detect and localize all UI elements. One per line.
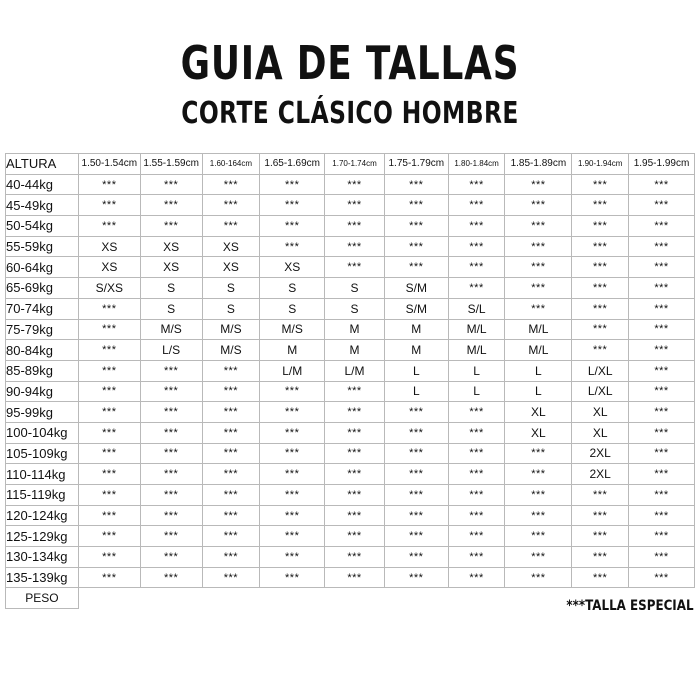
- size-cell: XL: [505, 402, 572, 423]
- table-row: [6, 381, 695, 402]
- size-cell: L: [384, 381, 448, 402]
- size-cell: ***: [202, 422, 260, 443]
- weight-label: 90-94kg: [6, 381, 79, 402]
- size-cell: ***: [140, 567, 202, 588]
- size-cell: ***: [572, 505, 629, 526]
- size-cell: ***: [572, 195, 629, 216]
- size-cell: L/XL: [572, 360, 629, 381]
- table-row: [6, 340, 695, 361]
- size-cell: ***: [78, 505, 140, 526]
- size-cell: ***: [505, 298, 572, 319]
- weight-label: 85-89kg: [6, 360, 79, 381]
- weight-label: 105-109kg: [6, 443, 79, 464]
- size-cell: ***: [140, 422, 202, 443]
- size-cell: ***: [140, 505, 202, 526]
- size-cell: ***: [384, 216, 448, 237]
- height-header: 1.75-1.79cm: [384, 154, 448, 175]
- size-cell: ***: [448, 485, 505, 506]
- size-cell: ***: [505, 485, 572, 506]
- size-cell: ***: [629, 216, 695, 237]
- size-cell: ***: [260, 195, 325, 216]
- size-cell: ***: [202, 360, 260, 381]
- size-cell: ***: [629, 547, 695, 568]
- size-cell: ***: [325, 464, 385, 485]
- size-cell: ***: [448, 195, 505, 216]
- size-cell: ***: [448, 464, 505, 485]
- height-header: 1.50-1.54cm: [78, 154, 140, 175]
- size-cell: M/L: [448, 340, 505, 361]
- size-cell: M/S: [260, 319, 325, 340]
- size-cell: ***: [505, 505, 572, 526]
- size-cell: ***: [448, 567, 505, 588]
- size-cell: ***: [78, 340, 140, 361]
- table-row: [6, 257, 695, 278]
- table-row: [6, 402, 695, 423]
- size-cell: ***: [140, 195, 202, 216]
- size-cell: ***: [572, 340, 629, 361]
- size-cell: ***: [505, 526, 572, 547]
- size-cell: XS: [260, 257, 325, 278]
- empty-cell: [78, 588, 140, 609]
- size-cell: ***: [260, 567, 325, 588]
- weight-label: 135-139kg: [6, 567, 79, 588]
- special-size-note: ***TALLA ESPECIAL: [566, 598, 694, 614]
- size-cell: ***: [505, 216, 572, 237]
- size-cell: ***: [448, 443, 505, 464]
- size-cell: ***: [78, 402, 140, 423]
- size-cell: S/M: [384, 278, 448, 299]
- page-subtitle: CORTE CLÁSICO HOMBRE: [181, 96, 519, 131]
- weight-axis-label: PESO: [6, 588, 79, 609]
- weight-label: 45-49kg: [6, 195, 79, 216]
- size-cell: ***: [202, 464, 260, 485]
- size-cell: XS: [202, 257, 260, 278]
- height-header: 1.85-1.89cm: [505, 154, 572, 175]
- empty-cell: [140, 588, 202, 609]
- size-cell: XS: [140, 236, 202, 257]
- table-row: [6, 298, 695, 319]
- table-row: [6, 464, 695, 485]
- size-cell: ***: [629, 298, 695, 319]
- size-cell: ***: [260, 174, 325, 195]
- size-cell: ***: [572, 319, 629, 340]
- size-cell: M/L: [448, 319, 505, 340]
- table-body: [6, 174, 695, 608]
- size-cell: ***: [78, 526, 140, 547]
- size-cell: ***: [260, 381, 325, 402]
- size-cell: ***: [629, 319, 695, 340]
- size-cell: M/L: [505, 319, 572, 340]
- weight-label: 130-134kg: [6, 547, 79, 568]
- size-cell: XS: [78, 236, 140, 257]
- empty-cell: [448, 588, 505, 609]
- size-cell: ***: [325, 195, 385, 216]
- weight-label: 40-44kg: [6, 174, 79, 195]
- size-cell: ***: [572, 216, 629, 237]
- size-cell: XL: [505, 422, 572, 443]
- weight-label: 50-54kg: [6, 216, 79, 237]
- size-cell: ***: [572, 236, 629, 257]
- size-cell: ***: [325, 443, 385, 464]
- size-cell: S/XS: [78, 278, 140, 299]
- size-cell: ***: [572, 174, 629, 195]
- size-cell: ***: [505, 443, 572, 464]
- size-cell: S: [140, 278, 202, 299]
- size-cell: ***: [140, 174, 202, 195]
- size-cell: ***: [202, 195, 260, 216]
- size-cell: S/M: [384, 298, 448, 319]
- size-cell: ***: [78, 174, 140, 195]
- size-cell: ***: [260, 216, 325, 237]
- size-cell: ***: [572, 526, 629, 547]
- size-cell: ***: [78, 360, 140, 381]
- size-cell: ***: [505, 174, 572, 195]
- size-cell: ***: [78, 381, 140, 402]
- height-axis-label: ALTURA: [6, 154, 79, 175]
- size-cell: ***: [202, 402, 260, 423]
- size-cell: ***: [140, 402, 202, 423]
- height-header: 1.60-164cm: [202, 154, 260, 175]
- size-cell: L: [384, 360, 448, 381]
- size-cell: ***: [448, 278, 505, 299]
- empty-cell: [260, 588, 325, 609]
- weight-label: 60-64kg: [6, 257, 79, 278]
- size-cell: ***: [78, 319, 140, 340]
- size-cell: ***: [202, 505, 260, 526]
- size-cell: ***: [572, 485, 629, 506]
- size-cell: ***: [384, 567, 448, 588]
- size-cell: ***: [505, 236, 572, 257]
- size-cell: ***: [629, 278, 695, 299]
- table-row: [6, 422, 695, 443]
- size-cell: ***: [448, 236, 505, 257]
- weight-label: 115-119kg: [6, 485, 79, 506]
- size-cell: L: [448, 381, 505, 402]
- table-row: [6, 547, 695, 568]
- table-row: [6, 278, 695, 299]
- size-cell: ***: [325, 402, 385, 423]
- size-cell: ***: [572, 567, 629, 588]
- size-cell: L/XL: [572, 381, 629, 402]
- header-row: [6, 154, 695, 175]
- size-cell: ***: [260, 505, 325, 526]
- size-cell: ***: [325, 257, 385, 278]
- size-cell: ***: [384, 485, 448, 506]
- empty-cell: [505, 588, 572, 609]
- size-cell: ***: [78, 298, 140, 319]
- size-cell: ***: [572, 257, 629, 278]
- empty-cell: [202, 588, 260, 609]
- size-cell: ***: [78, 567, 140, 588]
- size-cell: ***: [384, 505, 448, 526]
- size-cell: S: [260, 298, 325, 319]
- size-cell: ***: [202, 547, 260, 568]
- size-cell: L/M: [325, 360, 385, 381]
- size-cell: S: [140, 298, 202, 319]
- size-cell: ***: [325, 485, 385, 506]
- size-cell: ***: [78, 195, 140, 216]
- size-cell: ***: [384, 257, 448, 278]
- table-row: [6, 526, 695, 547]
- size-cell: L: [448, 360, 505, 381]
- size-cell: ***: [448, 422, 505, 443]
- size-cell: ***: [202, 443, 260, 464]
- size-cell: ***: [260, 464, 325, 485]
- size-cell: ***: [260, 236, 325, 257]
- size-cell: ***: [140, 381, 202, 402]
- size-cell: ***: [505, 547, 572, 568]
- size-cell: ***: [325, 216, 385, 237]
- size-cell: ***: [140, 526, 202, 547]
- size-cell: M/S: [202, 319, 260, 340]
- size-cell: M: [260, 340, 325, 361]
- size-cell: ***: [629, 526, 695, 547]
- size-cell: ***: [629, 360, 695, 381]
- size-cell: ***: [629, 257, 695, 278]
- size-cell: ***: [572, 547, 629, 568]
- size-cell: M/L: [505, 340, 572, 361]
- size-cell: ***: [384, 195, 448, 216]
- size-cell: ***: [325, 236, 385, 257]
- size-cell: ***: [325, 174, 385, 195]
- size-cell: ***: [448, 174, 505, 195]
- size-cell: ***: [448, 402, 505, 423]
- size-cell: ***: [629, 485, 695, 506]
- size-cell: XS: [140, 257, 202, 278]
- table-row: [6, 174, 695, 195]
- height-header: 1.55-1.59cm: [140, 154, 202, 175]
- size-cell: ***: [202, 216, 260, 237]
- size-cell: XS: [202, 236, 260, 257]
- table-row: [6, 236, 695, 257]
- size-cell: ***: [325, 547, 385, 568]
- size-cell: ***: [140, 547, 202, 568]
- size-cell: ***: [629, 422, 695, 443]
- size-cell: ***: [384, 443, 448, 464]
- size-cell: ***: [448, 547, 505, 568]
- size-cell: ***: [260, 547, 325, 568]
- size-cell: ***: [78, 443, 140, 464]
- size-cell: ***: [629, 402, 695, 423]
- empty-cell: [325, 588, 385, 609]
- size-cell: ***: [260, 443, 325, 464]
- size-cell: S: [325, 298, 385, 319]
- table-row: [6, 319, 695, 340]
- height-header: 1.90-1.94cm: [572, 154, 629, 175]
- size-cell: ***: [260, 485, 325, 506]
- size-cell: ***: [629, 381, 695, 402]
- weight-label: 100-104kg: [6, 422, 79, 443]
- weight-label: 80-84kg: [6, 340, 79, 361]
- size-cell: ***: [202, 381, 260, 402]
- size-cell: XL: [572, 402, 629, 423]
- height-header: 1.70-1.74cm: [325, 154, 385, 175]
- size-cell: ***: [629, 464, 695, 485]
- size-cell: ***: [629, 195, 695, 216]
- size-cell: M: [384, 319, 448, 340]
- size-cell: ***: [260, 422, 325, 443]
- size-cell: M/S: [202, 340, 260, 361]
- size-cell: 2XL: [572, 464, 629, 485]
- size-cell: ***: [78, 422, 140, 443]
- size-cell: ***: [505, 257, 572, 278]
- size-cell: ***: [325, 526, 385, 547]
- size-cell: S: [325, 278, 385, 299]
- weight-label: 120-124kg: [6, 505, 79, 526]
- size-cell: ***: [572, 298, 629, 319]
- size-cell: ***: [448, 505, 505, 526]
- weight-label: 125-129kg: [6, 526, 79, 547]
- empty-cell: [384, 588, 448, 609]
- weight-label: 75-79kg: [6, 319, 79, 340]
- size-cell: ***: [629, 505, 695, 526]
- size-cell: ***: [384, 402, 448, 423]
- size-cell: 2XL: [572, 443, 629, 464]
- size-cell: ***: [384, 464, 448, 485]
- size-cell: ***: [78, 464, 140, 485]
- size-cell: ***: [78, 216, 140, 237]
- table-row: [6, 360, 695, 381]
- size-cell: ***: [629, 340, 695, 361]
- size-cell: ***: [384, 547, 448, 568]
- table-row: [6, 505, 695, 526]
- size-cell: ***: [505, 567, 572, 588]
- size-cell: ***: [384, 526, 448, 547]
- size-cell: ***: [325, 422, 385, 443]
- size-cell: ***: [260, 526, 325, 547]
- size-cell: ***: [384, 236, 448, 257]
- weight-label: 70-74kg: [6, 298, 79, 319]
- size-cell: ***: [505, 278, 572, 299]
- table-row: [6, 195, 695, 216]
- size-cell: ***: [202, 567, 260, 588]
- size-cell: ***: [325, 381, 385, 402]
- size-cell: S: [202, 278, 260, 299]
- size-cell: ***: [629, 236, 695, 257]
- size-cell: ***: [202, 485, 260, 506]
- size-cell: XL: [572, 422, 629, 443]
- size-cell: ***: [78, 547, 140, 568]
- size-cell: ***: [448, 257, 505, 278]
- size-cell: M: [384, 340, 448, 361]
- size-cell: ***: [629, 443, 695, 464]
- size-cell: M/S: [140, 319, 202, 340]
- size-cell: ***: [448, 216, 505, 237]
- size-cell: XS: [78, 257, 140, 278]
- size-cell: M: [325, 340, 385, 361]
- size-cell: ***: [505, 195, 572, 216]
- size-cell: ***: [78, 485, 140, 506]
- table-row: [6, 443, 695, 464]
- size-cell: ***: [202, 174, 260, 195]
- size-cell: L: [505, 381, 572, 402]
- size-cell: ***: [448, 526, 505, 547]
- size-cell: ***: [260, 402, 325, 423]
- weight-label: 110-114kg: [6, 464, 79, 485]
- size-cell: ***: [202, 526, 260, 547]
- height-header: 1.80-1.84cm: [448, 154, 505, 175]
- size-cell: ***: [384, 174, 448, 195]
- size-cell: ***: [140, 464, 202, 485]
- size-cell: ***: [140, 485, 202, 506]
- size-cell: ***: [572, 278, 629, 299]
- size-cell: L/M: [260, 360, 325, 381]
- table-row: [6, 485, 695, 506]
- size-cell: ***: [325, 505, 385, 526]
- size-cell: ***: [140, 443, 202, 464]
- size-cell: ***: [629, 567, 695, 588]
- size-cell: L: [505, 360, 572, 381]
- table-row: [6, 216, 695, 237]
- height-header: 1.95-1.99cm: [629, 154, 695, 175]
- size-cell: M: [325, 319, 385, 340]
- weight-label: 65-69kg: [6, 278, 79, 299]
- size-cell: ***: [325, 567, 385, 588]
- table-row: [6, 567, 695, 588]
- page-title: GUIA DE TALLAS: [180, 36, 520, 90]
- size-cell: S/L: [448, 298, 505, 319]
- size-cell: ***: [384, 422, 448, 443]
- size-cell: L/S: [140, 340, 202, 361]
- weight-label: 95-99kg: [6, 402, 79, 423]
- weight-label: 55-59kg: [6, 236, 79, 257]
- size-cell: ***: [629, 174, 695, 195]
- size-cell: S: [260, 278, 325, 299]
- size-cell: ***: [140, 360, 202, 381]
- size-cell: ***: [505, 464, 572, 485]
- height-header: 1.65-1.69cm: [260, 154, 325, 175]
- size-chart-table: [5, 153, 695, 609]
- size-cell: S: [202, 298, 260, 319]
- size-cell: ***: [140, 216, 202, 237]
